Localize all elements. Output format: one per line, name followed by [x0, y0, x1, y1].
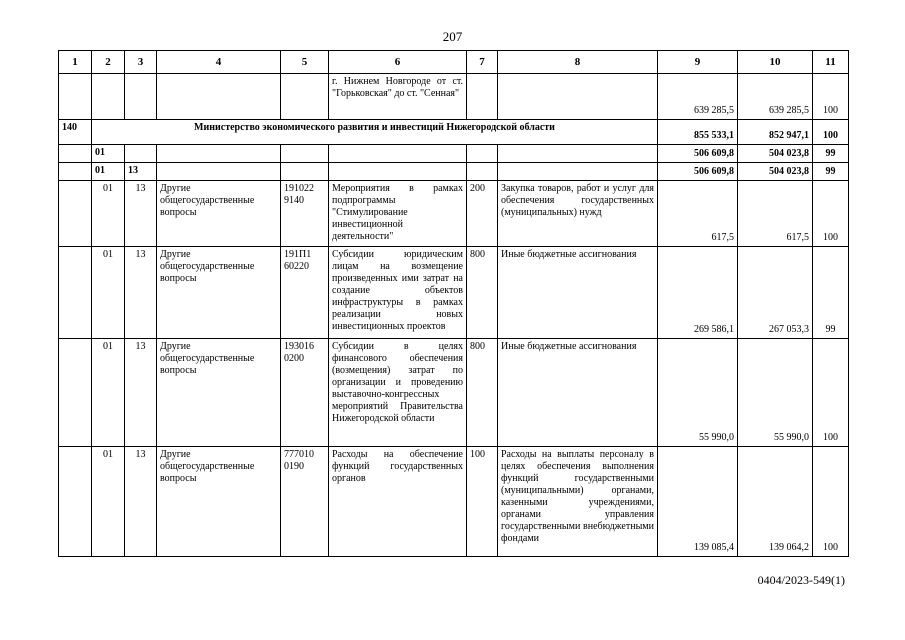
- cell-expense-type: 100: [467, 447, 498, 557]
- col-header: 7: [467, 51, 498, 74]
- cell-percent: 100: [813, 447, 849, 557]
- cell-name: Другие общегосударственные вопросы: [157, 339, 281, 447]
- cell-section: [59, 145, 92, 163]
- cell-target-code: 191022 9140: [281, 181, 329, 247]
- cell-subchapter: [125, 74, 157, 120]
- cell-target-code: 777010 0190: [281, 447, 329, 557]
- table-row: [59, 163, 849, 181]
- col-header: 11: [813, 51, 849, 74]
- cell-expense-type: [467, 74, 498, 120]
- cell-section: [59, 339, 92, 447]
- cell-percent: 100: [813, 339, 849, 447]
- table-row: [59, 74, 849, 120]
- cell-planned: 506 609,8: [658, 145, 738, 163]
- budget-table: [58, 50, 849, 557]
- cell-expense-type: 200: [467, 181, 498, 247]
- header-row: [59, 51, 849, 74]
- cell-subchapter: 13: [125, 339, 157, 447]
- cell-expense-type: 800: [467, 339, 498, 447]
- cell-target-code: 191П1 60220: [281, 247, 329, 339]
- cell-description: Субсидии в целях финансового обеспечения (возмещения) затрат по организации и проведению выставочно-конгрессных мероприятий Правительства Нижегородской области: [329, 339, 467, 447]
- col-header: 9: [658, 51, 738, 74]
- cell-planned: 139 085,4: [658, 447, 738, 557]
- cell-section: [59, 181, 92, 247]
- cell-percent: 100: [813, 74, 849, 120]
- cell-actual: 267 053,3: [738, 247, 813, 339]
- table-row: [59, 247, 849, 339]
- cell-name: Другие общегосударственные вопросы: [157, 247, 281, 339]
- cell-name: [157, 74, 281, 120]
- cell-chapter: 01: [92, 163, 125, 181]
- cell-percent: 99: [813, 145, 849, 163]
- cell-target-code: 193016 0200: [281, 339, 329, 447]
- cell-planned: 639 285,5: [658, 74, 738, 120]
- col-header: 6: [329, 51, 467, 74]
- cell-description: Расходы на обеспечение функций государственных органов: [329, 447, 467, 557]
- table-row: [59, 145, 849, 163]
- cell-planned: 617,5: [658, 181, 738, 247]
- col-header: 2: [92, 51, 125, 74]
- cell-name: [157, 145, 281, 163]
- cell-chapter: 01: [92, 181, 125, 247]
- cell-section: [59, 74, 92, 120]
- cell-expense-type: 800: [467, 247, 498, 339]
- cell-actual: 55 990,0: [738, 339, 813, 447]
- cell-section: [59, 163, 92, 181]
- cell-expense-name: [498, 145, 658, 163]
- cell-subchapter: 13: [125, 247, 157, 339]
- cell-chapter: 01: [92, 447, 125, 557]
- document-code: 0404/2023-549(1): [757, 573, 845, 587]
- cell-description: [329, 145, 467, 163]
- cell-actual: 504 023,8: [738, 145, 813, 163]
- cell-actual: 639 285,5: [738, 74, 813, 120]
- cell-description: г. Нижнем Новгороде от ст. "Горьковская" до ст. "Сенная": [329, 74, 467, 120]
- table-row: [59, 339, 849, 447]
- cell-subchapter: 13: [125, 181, 157, 247]
- cell-percent: 99: [813, 247, 849, 339]
- col-header: 4: [157, 51, 281, 74]
- cell-description: Мероприятия в рамках подпрограммы "Стимулирование инвестиционной деятельности": [329, 181, 467, 247]
- cell-section: [59, 247, 92, 339]
- cell-subchapter: 13: [125, 163, 157, 181]
- cell-section: [59, 447, 92, 557]
- cell-expense-type: [467, 163, 498, 181]
- cell-planned: 506 609,8: [658, 163, 738, 181]
- cell-section: 140: [59, 120, 92, 145]
- page-number: 207: [442, 29, 463, 44]
- cell-chapter: 01: [92, 339, 125, 447]
- table-row: [59, 447, 849, 557]
- cell-percent: 100: [813, 120, 849, 145]
- cell-percent: 99: [813, 163, 849, 181]
- cell-planned: 855 533,1: [658, 120, 738, 145]
- cell-expense-name: Расходы на выплаты персоналу в целях обеспечения выполнения функций государственными (муниципальными) органами, казенными учреждениями, органами управления государственными внебюджетными фондами: [498, 447, 658, 557]
- cell-description: Субсидии юридическим лицам на возмещение произведенных ими затрат на создание объектов инфраструктуры в рамках реализации новых инвестиционных проектов: [329, 247, 467, 339]
- cell-expense-name: [498, 74, 658, 120]
- col-header: 10: [738, 51, 813, 74]
- cell-expense-type: [467, 145, 498, 163]
- col-header: 8: [498, 51, 658, 74]
- cell-ministry-name: Министерство экономического развития и инвестиций Нижегородской области: [92, 120, 658, 145]
- cell-subchapter: 13: [125, 447, 157, 557]
- col-header: 3: [125, 51, 157, 74]
- col-header: 1: [59, 51, 92, 74]
- cell-expense-name: [498, 163, 658, 181]
- cell-name: [157, 163, 281, 181]
- cell-target-code: [281, 145, 329, 163]
- cell-chapter: 01: [92, 145, 125, 163]
- cell-actual: 852 947,1: [738, 120, 813, 145]
- cell-expense-name: Закупка товаров, работ и услуг для обеспечения государственных (муниципальных) нужд: [498, 181, 658, 247]
- cell-name: Другие общегосударственные вопросы: [157, 181, 281, 247]
- cell-percent: 100: [813, 181, 849, 247]
- col-header: 5: [281, 51, 329, 74]
- cell-subchapter: [125, 145, 157, 163]
- cell-chapter: [92, 74, 125, 120]
- table-row: [59, 181, 849, 247]
- cell-chapter: 01: [92, 247, 125, 339]
- cell-description: [329, 163, 467, 181]
- cell-target-code: [281, 163, 329, 181]
- table-row-ministry: [59, 120, 849, 145]
- cell-expense-name: Иные бюджетные ассигнования: [498, 339, 658, 447]
- cell-target-code: [281, 74, 329, 120]
- cell-name: Другие общегосударственные вопросы: [157, 447, 281, 557]
- cell-planned: 55 990,0: [658, 339, 738, 447]
- cell-actual: 504 023,8: [738, 163, 813, 181]
- cell-expense-name: Иные бюджетные ассигнования: [498, 247, 658, 339]
- cell-actual: 617,5: [738, 181, 813, 247]
- cell-actual: 139 064,2: [738, 447, 813, 557]
- cell-planned: 269 586,1: [658, 247, 738, 339]
